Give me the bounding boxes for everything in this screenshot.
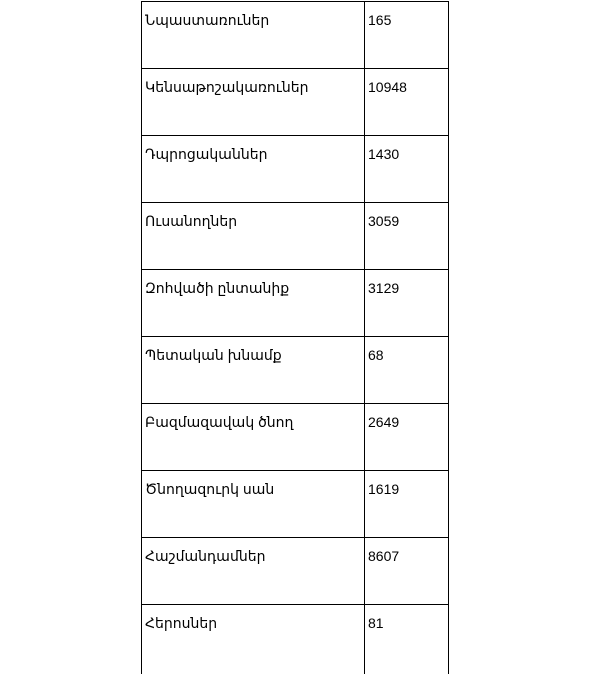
category-cell	[142, 270, 365, 337]
count-value: 2649	[365, 404, 448, 430]
category-cell	[142, 605, 365, 674]
category-label: Ուսանողներ	[142, 203, 364, 229]
category-label: Հերոսներ	[142, 605, 364, 631]
count-value: 1619	[365, 471, 448, 497]
count-cell	[365, 203, 449, 270]
count-cell	[365, 69, 449, 136]
table-row	[142, 69, 449, 136]
count-value: 68	[365, 337, 448, 363]
count-cell	[365, 337, 449, 404]
beneficiary-table	[141, 1, 449, 674]
category-cell	[142, 538, 365, 605]
category-label: Նպաստառուներ	[142, 2, 364, 28]
category-cell	[142, 136, 365, 203]
table-row	[142, 337, 449, 404]
table-row	[142, 471, 449, 538]
count-cell	[365, 605, 449, 674]
category-cell	[142, 203, 365, 270]
table-row	[142, 270, 449, 337]
table-row	[142, 2, 449, 69]
category-label: Կենսաթոշակառուներ	[142, 69, 364, 95]
category-label: Պետական խնամք	[142, 337, 364, 363]
count-cell	[365, 270, 449, 337]
count-cell	[365, 471, 449, 538]
table-row	[142, 404, 449, 471]
category-label: Հաշմանդամներ	[142, 538, 364, 564]
table-row	[142, 136, 449, 203]
table-row	[142, 203, 449, 270]
count-value: 81	[365, 605, 448, 631]
count-cell	[365, 2, 449, 69]
count-value: 10948	[365, 69, 448, 95]
category-cell	[142, 337, 365, 404]
category-cell	[142, 2, 365, 69]
category-cell	[142, 404, 365, 471]
count-value: 3059	[365, 203, 448, 229]
count-value: 1430	[365, 136, 448, 162]
table-row	[142, 605, 449, 674]
count-value: 8607	[365, 538, 448, 564]
count-value: 3129	[365, 270, 448, 296]
category-label: Բազմազավակ ծնող	[142, 404, 364, 430]
count-cell	[365, 538, 449, 605]
category-cell	[142, 471, 365, 538]
category-cell	[142, 69, 365, 136]
category-label: Զոհվածի ընտանիք	[142, 270, 364, 296]
table-row	[142, 538, 449, 605]
beneficiary-table-container	[141, 1, 448, 674]
count-value: 165	[365, 2, 448, 28]
category-label: Դպրոցականներ	[142, 136, 364, 162]
category-label: Ծնողազուրկ սան	[142, 471, 364, 497]
count-cell	[365, 136, 449, 203]
count-cell	[365, 404, 449, 471]
